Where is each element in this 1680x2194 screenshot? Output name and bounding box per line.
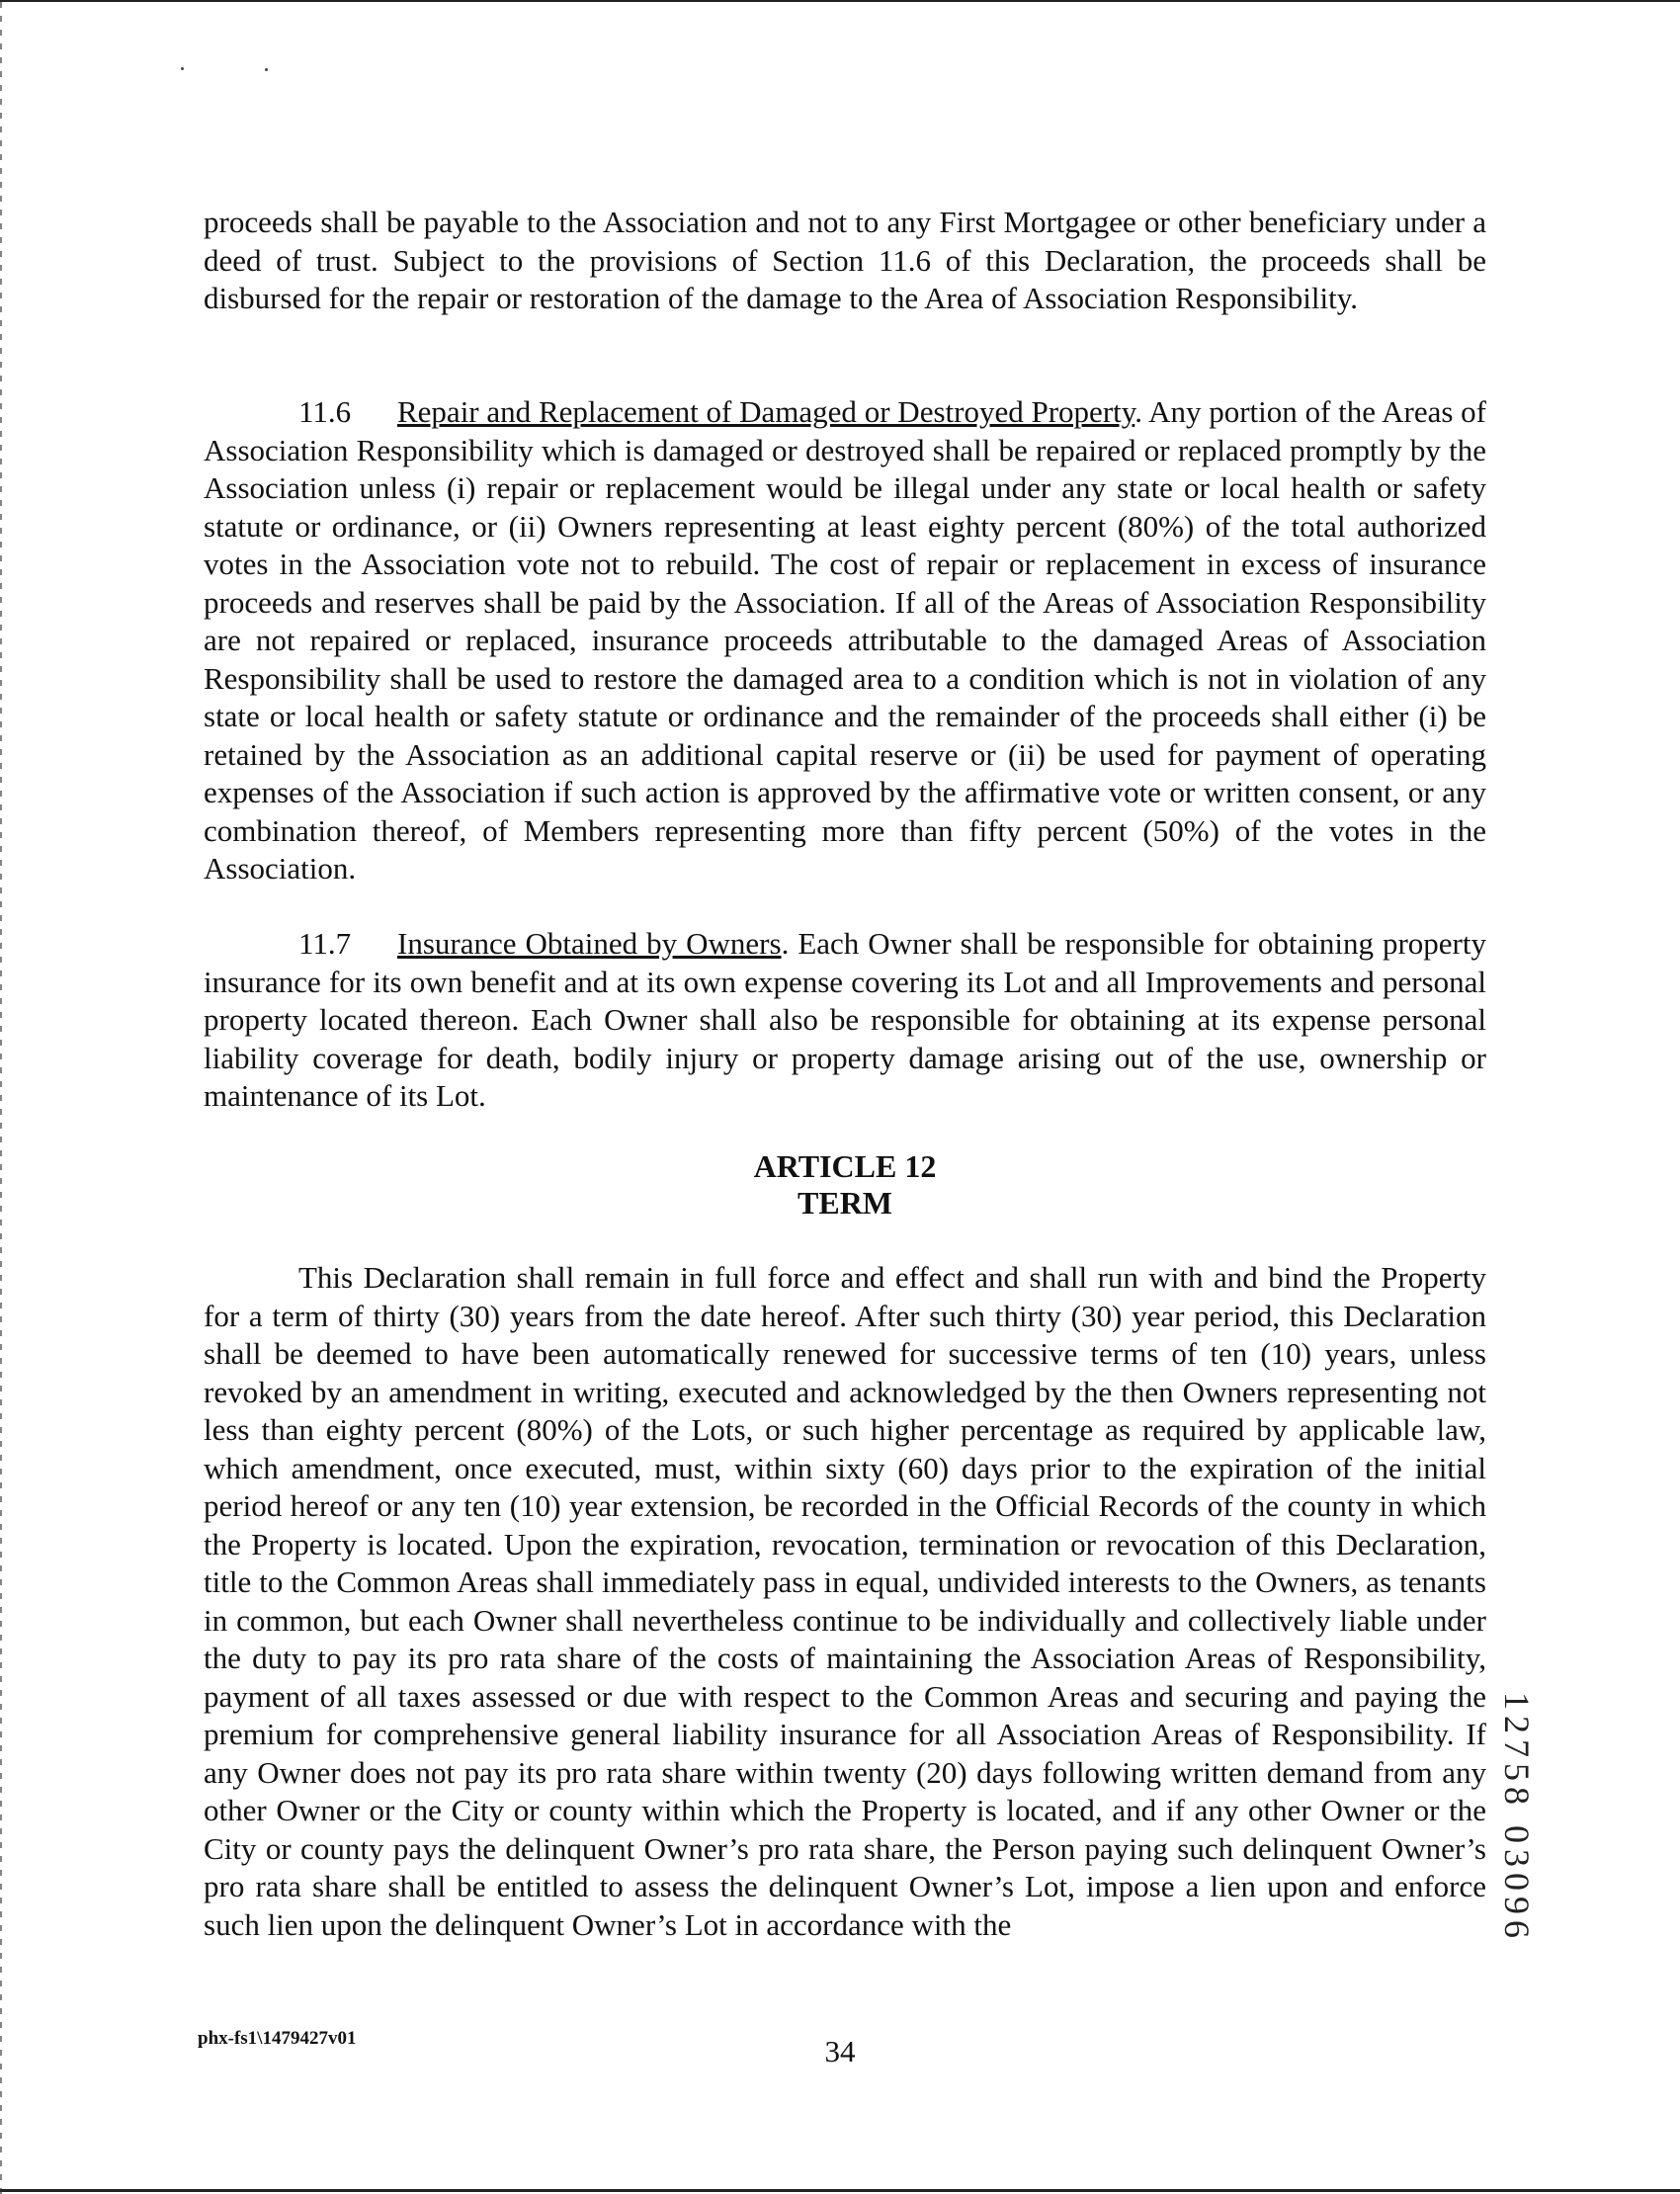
paragraph-continuation — [204, 204, 1486, 318]
section-number: 11.6 — [298, 394, 352, 429]
section-11-6 — [204, 393, 1486, 888]
section-text: . Any portion of the Areas of Association Responsibility which is damaged or destroyed shall be repaired or replaced promptly by the Association unless (i) repair or replacement would be illegal under any state or local health or safety statute or ordinance, or (ii) Owners representing at least eighty percent (80%) of the total authorized votes in the Association vote not to rebuild. The cost of repair or replacement in excess of insurance proceeds and reserves shall be paid by the Association. If all of the Areas of Association Responsibility are not repaired or replaced, insurance proceeds attributable to the damaged Areas of Association Responsibility shall be used to restore the damaged area to a condition which is not in violation of any state or local health or safety statute or ordinance and the remainder of the proceeds shall either (i) be retained by the Association as an additional capital reserve or (ii) be used for payment of operating expenses of the Association if such action is approved by the affirmative vote or written consent, or any combination thereof, of Members representing more than fifty percent (50%) of the votes in the Association. — [204, 394, 1487, 886]
paragraph-text: proceeds shall be payable to the Association and not to any First Mortgagee or other beneficiary under a deed of trust. Subject to the provisions of Section 11.6 of this Declaration, the proceeds shall be disbursed for the repair or restoration of the damage to the Area of Association Responsibility. — [204, 205, 1486, 315]
section-11-7 — [204, 925, 1486, 1116]
section-title: Repair and Replacement of Damaged or Destroyed Property — [397, 394, 1135, 429]
scan-speck — [265, 68, 268, 71]
article-12-body — [204, 1259, 1486, 1944]
article-number: ARTICLE 12 — [753, 1148, 937, 1184]
paragraph-text: This Declaration shall remain in full force and effect and shall run with and bind the Property for a term of thirty (30) years from the date hereof. After such thirty (30) year period, this Declaration shall be deemed to have been automatically renewed for successive terms of ten (10) years, unless revoked by an amendment in writing, executed and acknowledged by the then Owners representing not less than eighty percent (80%) of the Lots, or such higher percentage as required by applicable law, which amendment, once executed, must, within sixty (60) days prior to the expiration of the initial period hereof or any ten (10) year extension, be recorded in the Official Records of the county in which the Property is located. Upon the expiration, revocation, termination or revocation of this Declaration, title to the Common Areas shall immediately pass in equal, undivided interests to the Owners, as tenants in common, but each Owner shall nevertheless continue to be individually and collectively liable under the duty to pay its pro rata share of the costs of maintaining the Association Areas of Responsibility, payment of all taxes assessed or due with respect to the Common Areas and securing and paying the premium for comprehensive general liability insurance for all Association Areas of Responsibility. If any Owner does not pay its pro rata share within twenty (20) days following written demand from any other Owner or the City or county within which the Property is located, and if any other Owner or the City or county pays the delinquent Owner’s pro rata share, the Person paying such delinquent Owner’s pro rata share shall be entitled to assess the delinquent Owner’s Lot, impose a lien upon and enforce such lien upon the delinquent Owner’s Lot in accordance with the — [204, 1260, 1486, 1942]
section-title: Insurance Obtained by Owners — [397, 926, 782, 961]
scan-speck — [181, 67, 184, 70]
section-number: 11.7 — [298, 926, 352, 961]
article-title: TERM — [798, 1185, 892, 1221]
section-text: . Each Owner shall be responsible for obtaining property insurance for its own benefit and at its own expense covering its Lot and all Improvements and personal property located thereon. Each Owner shall also be responsible for obtaining at its expense personal liability coverage for death, bodily injury or property damage arising out of the use, ownership or maintenance of its Lot. — [204, 926, 1486, 1113]
article-heading — [204, 1148, 1486, 1222]
page-number: 34 — [824, 2034, 856, 2068]
scan-edge-artifact — [0, 2, 2, 2194]
recording-stamp: 12758 03096 — [1497, 1692, 1537, 1944]
document-id: phx-fs1\1479427v01 — [198, 2028, 357, 2049]
